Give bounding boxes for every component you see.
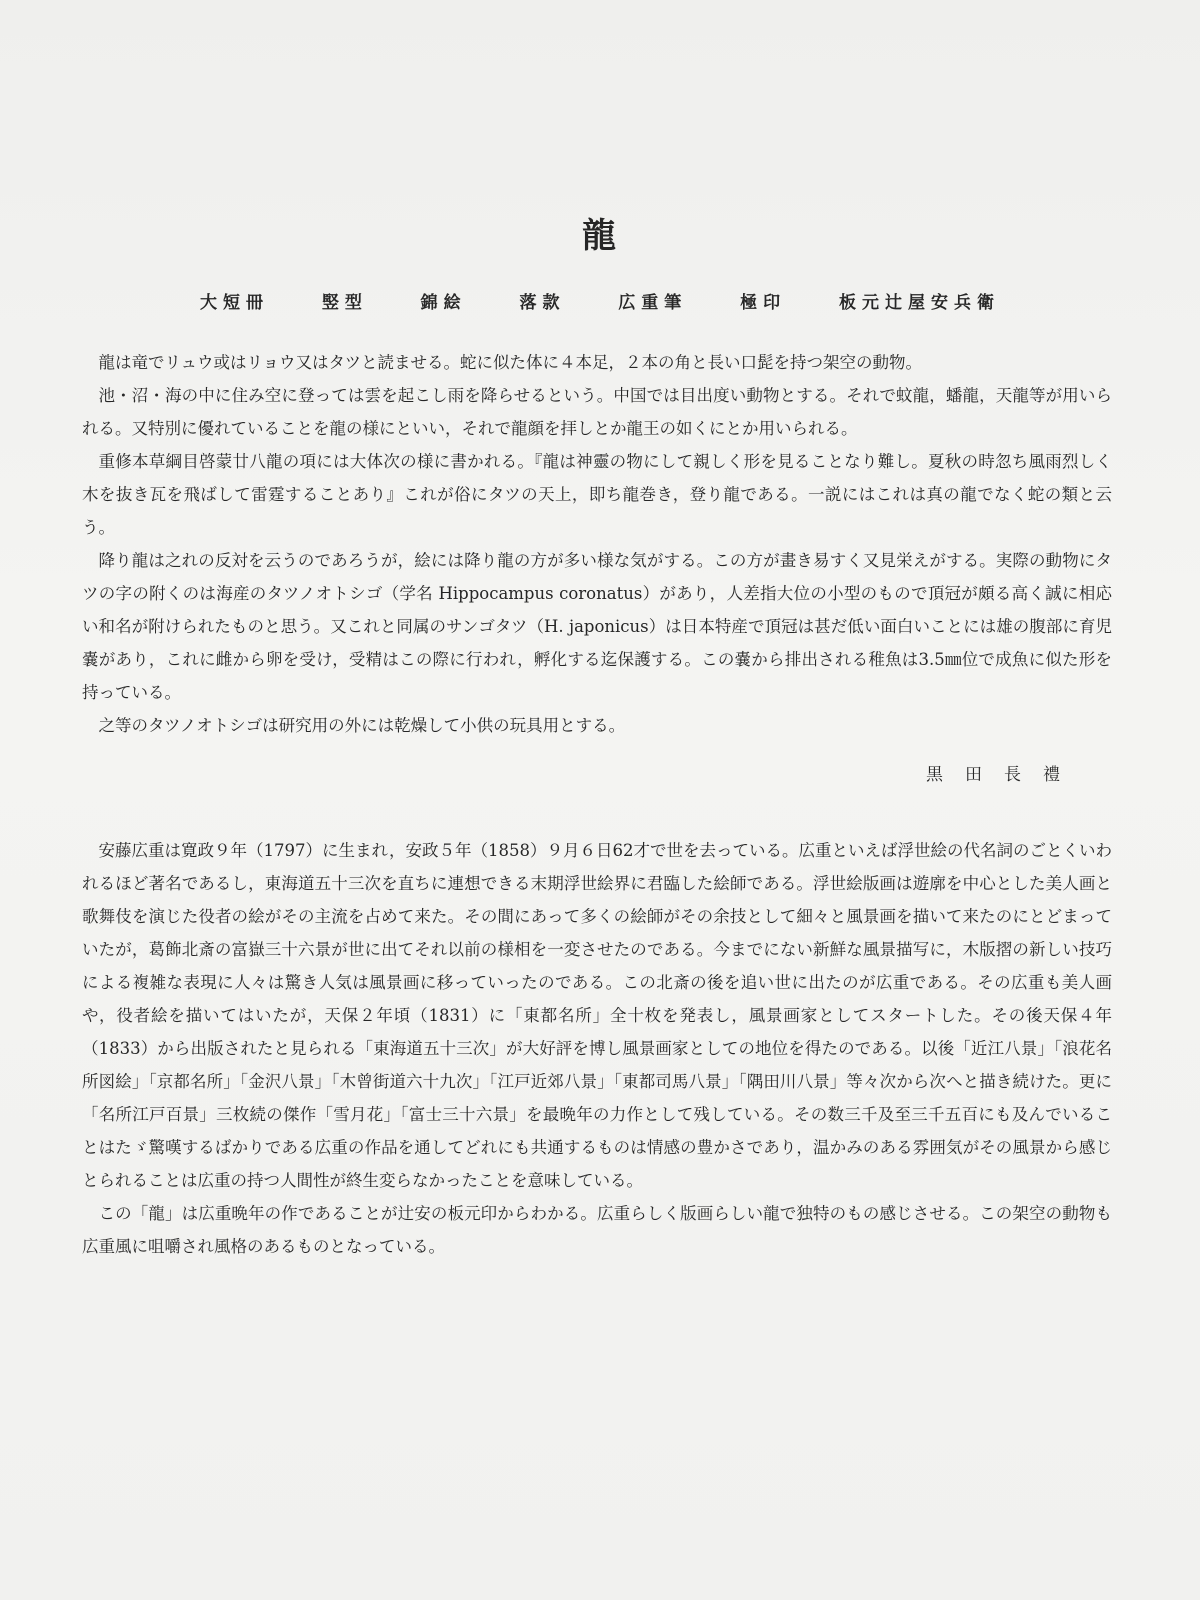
meta-artist: 広重筆 <box>618 293 688 313</box>
hiroshige-essay <box>82 834 1112 1263</box>
paragraph: 降り龍は之れの反対を云うのであろうが，絵には降り龍の方が多い様な気がする。この方が畫き易すく又見栄えがする。実際の動物にタツの字の附くのは海産のタツノオトシゴ（学名 Hippocampus coronatus）があり，人差指大位の小型のもので頂冠が頗る高く誠に相応い和名が附けられたものと思う。又これと同属のサンゴタツ（H. japonicus）は日本特産で頂冠は甚だ低い面白いことには雄の腹部に育児嚢があり，これに雌から卵を受け，受精はこの際に行われ，孵化する迄保護する。この嚢から排出される稚魚は3.5㎜位で成魚に似た形を持っている。 <box>82 551 1112 702</box>
meta-orientation: 竪型 <box>321 293 368 313</box>
paragraph: 龍は竜でリュウ或はリョウ又はタツと読ませる。蛇に似た体に４本足，２本の角と長い口髭を持つ架空の動物。 <box>98 353 923 372</box>
meta-format: 大短冊 <box>200 293 269 313</box>
paragraph: 重修本草綱目啓蒙廿八龍の項には大体次の様に書かれる。『龍は神靈の物にして親しく形を見ることなり難し。夏秋の時忽ち風雨烈しく木を抜き瓦を飛ばして雷霆することあり』これが俗にタツの天上，即ち龍巻き，登り龍である。一説にはこれは真の龍でなく蛇の類と云う。 <box>82 452 1112 537</box>
dragon-description <box>82 346 1112 742</box>
paragraph: 之等のタツノオトシゴは研究用の外には乾燥して小供の玩具用とする。 <box>98 716 626 735</box>
meta-seal: 極印 <box>740 293 787 313</box>
paragraph: 安藤広重は寛政９年（1797）に生まれ，安政５年（1858）９月６日62才で世を去っている。広重といえば浮世絵の代名詞のごとくいわれるほど著名であるし，東海道五十三次を直ちに連想できる末期浮世絵界に君臨した絵師である。浮世絵版画は遊廓を中心とした美人画と歌舞伎を演じた役者の絵がその主流を占めて来た。その間にあって多くの絵師がその余技として細々と風景画を描いて来たのにとどまっていたが，葛飾北斎の富嶽三十六景が世に出てそれ以前の様相を一変させたのである。今までにない新鮮な風景描写に，木版摺の新しい技巧による複雑な表現に人々は驚き人気は風景画に移っていったのである。この北斎の後を追い世に出たのが広重である。その広重も美人画や，役者絵を描いてはいたが，天保２年頃（1831）に「東都名所」全十枚を発表し，風景画家としてスタートした。その後天保４年（1833）から出版されたと見られる「東海道五十三次」が大好評を博し風景画家としての地位を得たのである。以後「近江八景」「浪花名所図絵」「京都名所」「金沢八景」「木曾街道六十九次」「江戸近郊八景」「東都司馬八景」「隅田川八景」等々次から次へと描き続けた。更に「名所江戸百景」三枚続の傑作「雪月花」「富士三十六景」を最晩年の力作として残している。その数三千及至三千五百にも及んでいることはたゞ驚嘆するばかりである広重の作品を通してどれにも共通するものは情感の豊かさであり，温かみのある雰囲気がその風景から感じとられることは広重の持つ人間性が終生変らなかったことを意味している。 <box>82 841 1112 1190</box>
meta-publisher: 板元辻屋安兵衛 <box>838 293 1000 313</box>
print-metadata <box>200 288 1000 313</box>
page-title: 龍 <box>582 216 618 256</box>
author-name: 黒田長禮 <box>926 765 1082 785</box>
paragraph: この「龍」は広重晩年の作であることが辻安の板元印からわかる。広重らしく版画らしい龍で独特のもの感じさせる。この架空の動物も広重風に咀嚼され風格のあるものとなっている。 <box>82 1204 1112 1256</box>
meta-type: 錦絵 <box>420 293 467 313</box>
meta-signature: 落款 <box>519 293 566 313</box>
paragraph: 池・沼・海の中に住み空に登っては雲を起こし雨を降らせるという。中国では目出度い動物とする。それで蚊龍，蟠龍，天龍等が用いられる。又特別に優れていることを龍の様にといい，それで龍顔を拝しとか龍王の如くにとか用いられる。 <box>82 386 1112 438</box>
